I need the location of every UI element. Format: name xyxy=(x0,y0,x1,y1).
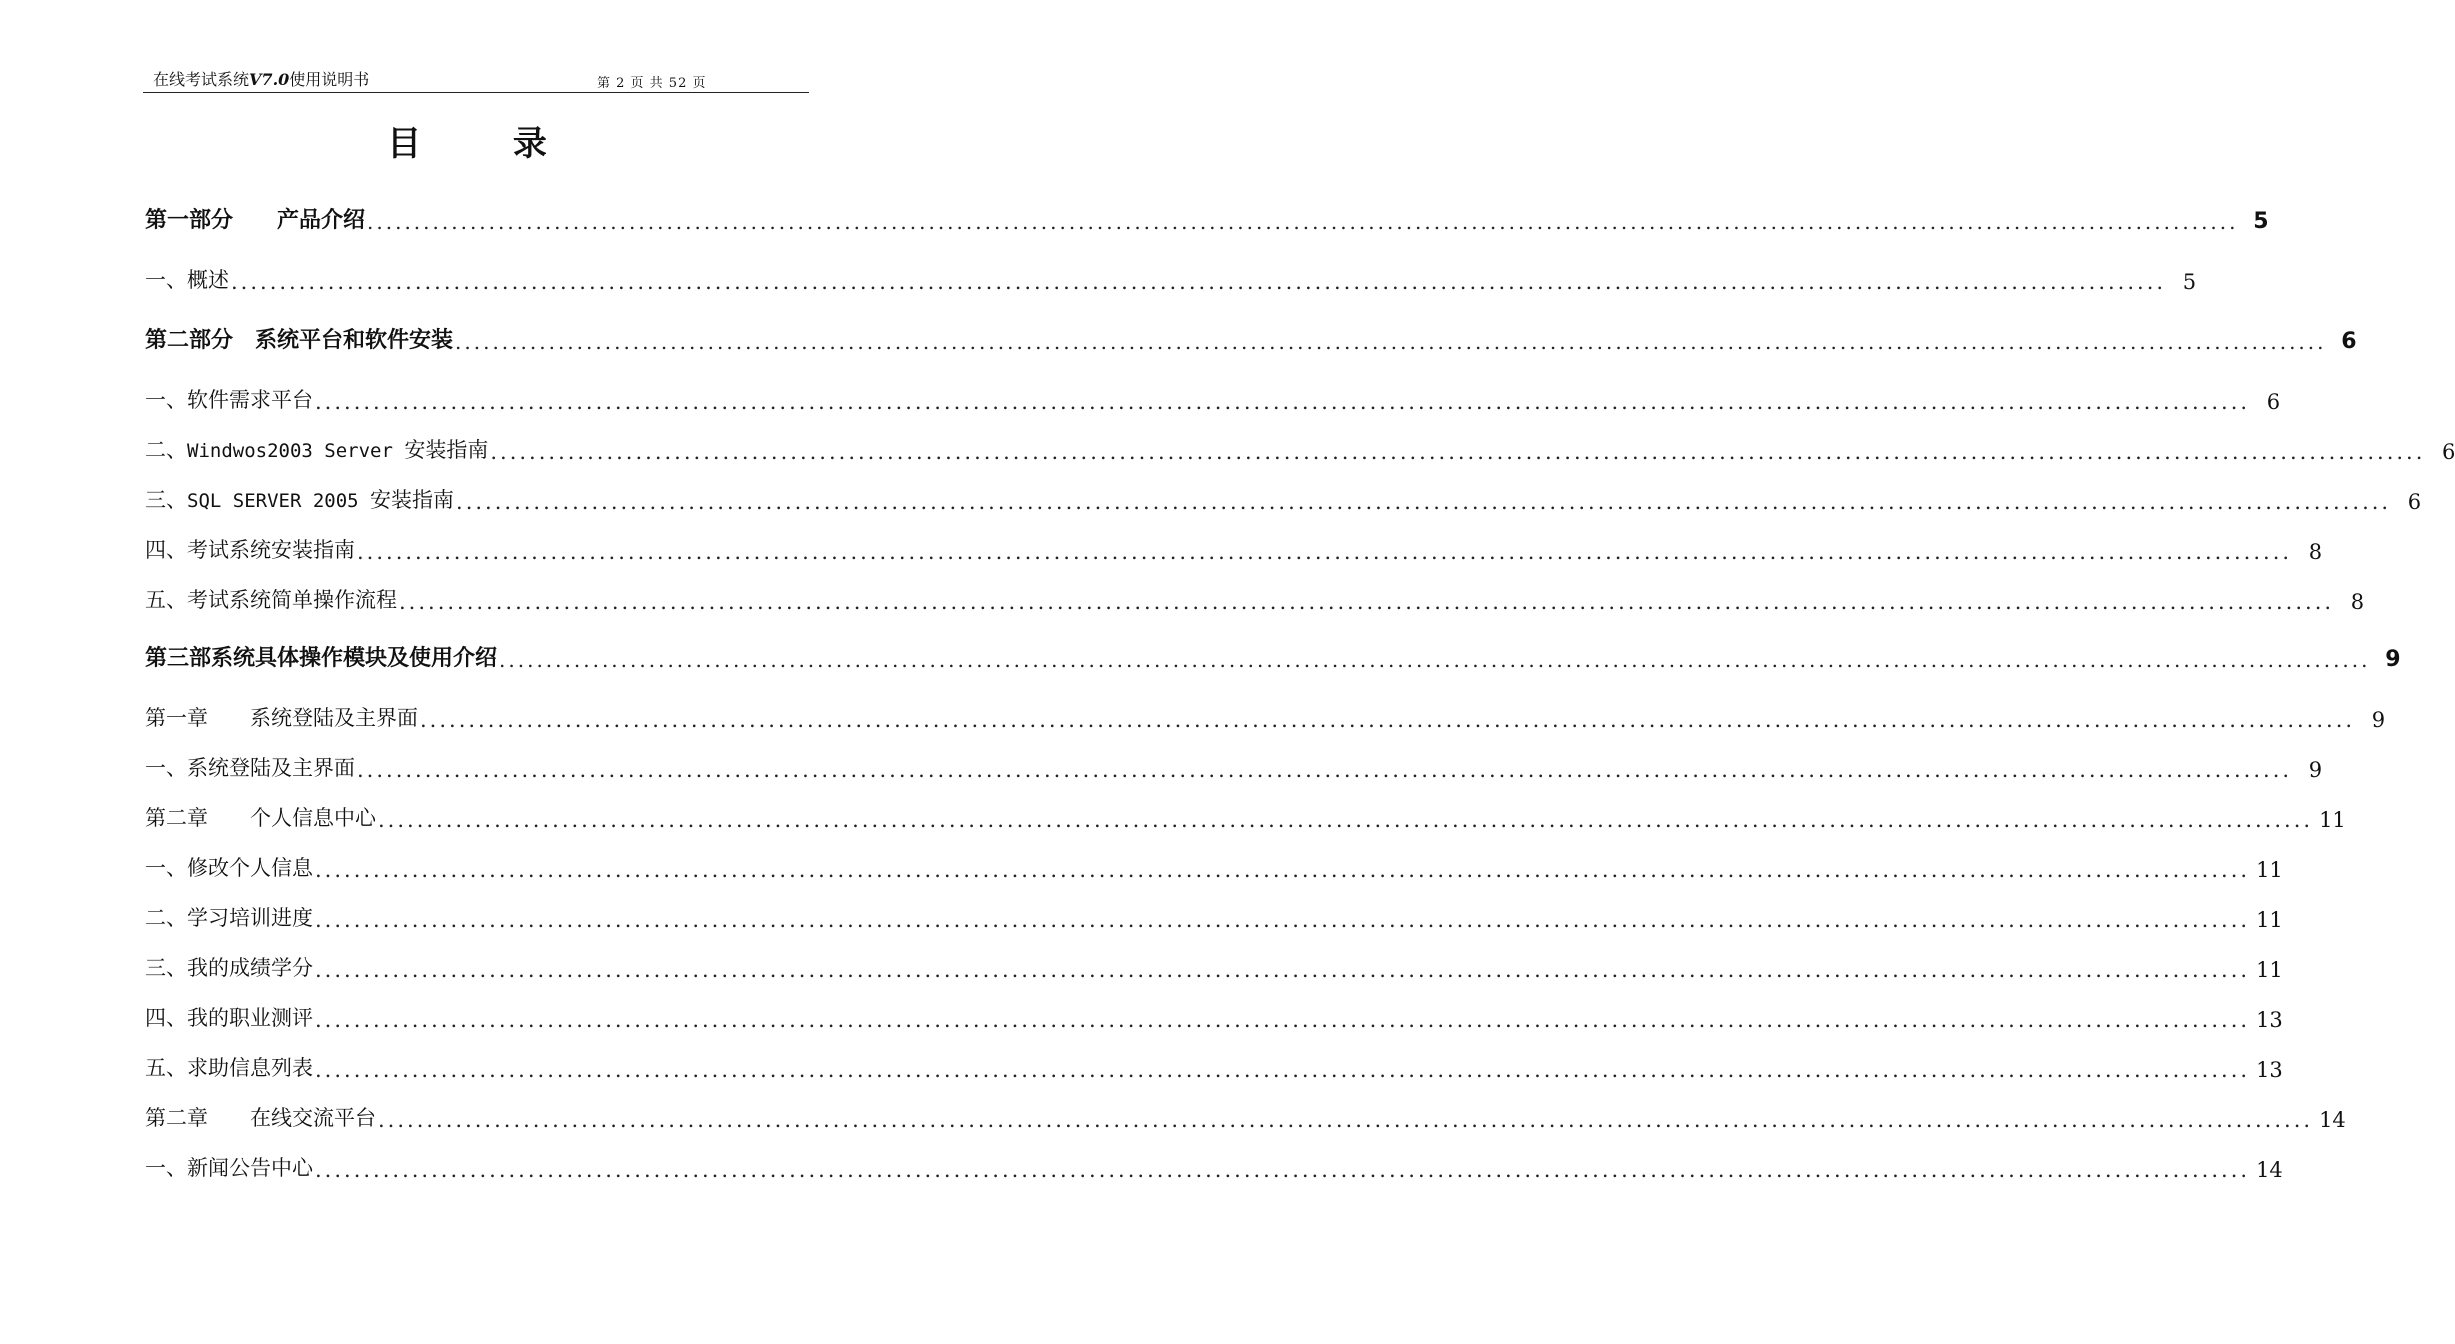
toc-entry-page: 6 xyxy=(2407,490,2422,514)
toc-entry-page: 8 xyxy=(2308,540,2323,564)
toc-entry-label: 一、概述 xyxy=(145,268,229,292)
toc-entry-page: 11 xyxy=(2256,958,2283,982)
toc-entry[interactable] xyxy=(145,848,2283,882)
toc-entry[interactable] xyxy=(145,380,2281,414)
toc-leader-dots: ........................................................................................................................................................................................................ xyxy=(315,1058,2251,1082)
toc-entry-label: 三、我的成绩学分 xyxy=(145,956,313,980)
toc-entry-page: 11 xyxy=(2256,908,2283,932)
toc-leader-dots: ........................................................................................................................................................................................................ xyxy=(378,1108,2314,1132)
toc-leader-dots: ........................................................................................................................................................................................................ xyxy=(315,858,2251,882)
toc-entry-label: 第一部分 产品介绍 xyxy=(145,208,366,233)
toc-entry[interactable] xyxy=(145,998,2283,1032)
toc-heading: 目 录 xyxy=(387,124,587,164)
toc-entry-page: 11 xyxy=(2319,808,2346,832)
toc-leader-dots: ........................................................................................................................................................................................................ xyxy=(315,390,2251,414)
page-header xyxy=(143,62,809,93)
toc-entry-page: 13 xyxy=(2256,1058,2283,1082)
toc-entry[interactable] xyxy=(145,430,2455,464)
toc-entry-page: 14 xyxy=(2256,1158,2283,1182)
toc-entry[interactable] xyxy=(145,580,2365,614)
toc-entry-label: 五、考试系统简单操作流程 xyxy=(145,588,397,612)
toc-leader-dots: ........................................................................................................................................................................................................ xyxy=(315,958,2251,982)
toc-leader-dots: ........................................................................................................................................................................................................ xyxy=(399,590,2335,614)
toc-leader-dots: ........................................................................................................................................................................................................ xyxy=(455,330,2327,354)
toc-leader-dots: ........................................................................................................................................................................................................ xyxy=(357,540,2293,564)
toc-entry-label: 三、SQL SERVER 2005 安装指南 xyxy=(145,488,455,512)
document-title-prefix: 在线考试系统 xyxy=(153,70,250,89)
toc-leader-dots: ........................................................................................................................................................................................................ xyxy=(315,908,2251,932)
document-version: V7.0 xyxy=(249,70,290,89)
toc-leader-dots: ........................................................................................................................................................................................................ xyxy=(490,440,2426,464)
toc-entry-page: 5 xyxy=(2182,270,2197,294)
toc-entry[interactable] xyxy=(145,260,2197,294)
toc-entry-label: 四、考试系统安装指南 xyxy=(145,538,355,562)
toc-entry[interactable] xyxy=(145,638,2401,672)
toc-entry-page: 14 xyxy=(2319,1108,2346,1132)
toc-entry[interactable] xyxy=(145,948,2283,982)
toc-entry-label: 四、我的职业测评 xyxy=(145,1006,313,1030)
toc-leader-dots: ........................................................................................................................................................................................................ xyxy=(420,708,2356,732)
toc-leader-dots: ........................................................................................................................................................................................................ xyxy=(357,758,2293,782)
document-title-suffix: 使用说明书 xyxy=(289,70,370,89)
toc-entry-page: 9 xyxy=(2308,758,2323,782)
toc-entry-label: 二、学习培训进度 xyxy=(145,906,313,930)
toc-entry[interactable] xyxy=(145,320,2357,354)
toc-entry-page: 9 xyxy=(2371,708,2386,732)
toc-entry-page: 9 xyxy=(2385,647,2401,672)
toc-entry-label: 第三部系统具体操作模块及使用介绍 xyxy=(145,646,498,671)
toc-entry-label: 第二部分 系统平台和软件安装 xyxy=(145,328,454,353)
toc-entry-label: 一、修改个人信息 xyxy=(145,856,313,880)
toc-entry-label: 一、软件需求平台 xyxy=(145,388,313,412)
toc-leader-dots: ........................................................................................................................................................................................................ xyxy=(499,648,2371,672)
toc-leader-dots: ........................................................................................................................................................................................................ xyxy=(231,270,2167,294)
toc-leader-dots: ........................................................................................................................................................................................................ xyxy=(456,490,2392,514)
toc-entry-page: 11 xyxy=(2256,858,2283,882)
toc-entry-page: 5 xyxy=(2253,209,2269,234)
page-counter: 第 2 页 共 52 页 xyxy=(597,76,707,91)
toc-entry[interactable] xyxy=(145,748,2323,782)
toc-leader-dots: ........................................................................................................................................................................................................ xyxy=(378,808,2314,832)
toc-entry-page: 8 xyxy=(2350,590,2365,614)
toc-leader-dots: ........................................................................................................................................................................................................ xyxy=(315,1008,2251,1032)
toc-entry[interactable] xyxy=(145,480,2422,514)
toc-entry[interactable] xyxy=(145,1048,2283,1082)
toc-entry-page: 6 xyxy=(2341,329,2357,354)
toc-entry[interactable] xyxy=(145,1148,2283,1182)
toc-entry[interactable] xyxy=(145,798,2346,832)
toc-entry-label: 第二章 在线交流平台 xyxy=(145,1106,376,1130)
toc-entry-page: 6 xyxy=(2442,440,2455,464)
toc-leader-dots: ........................................................................................................................................................................................................ xyxy=(315,1158,2251,1182)
toc-entry[interactable] xyxy=(145,530,2323,564)
toc-entry-page: 13 xyxy=(2256,1008,2283,1032)
toc-entry-page: 6 xyxy=(2266,390,2281,414)
toc-entry-label: 二、Windwos2003 Server 安装指南 xyxy=(145,438,489,462)
toc-entry[interactable] xyxy=(145,200,2269,234)
toc-entry-label: 第二章 个人信息中心 xyxy=(145,806,376,830)
toc-entry-label: 五、求助信息列表 xyxy=(145,1056,313,1080)
toc-entry-label: 一、系统登陆及主界面 xyxy=(145,756,355,780)
toc-leader-dots: ........................................................................................................................................................................................................ xyxy=(367,210,2239,234)
document-title xyxy=(153,67,369,90)
toc-entry[interactable] xyxy=(145,698,2386,732)
toc-entry-label: 第一章 系统登陆及主界面 xyxy=(145,706,418,730)
toc-entry[interactable] xyxy=(145,898,2283,932)
toc-entry[interactable] xyxy=(145,1098,2346,1132)
toc-entry-label: 一、新闻公告中心 xyxy=(145,1156,313,1180)
